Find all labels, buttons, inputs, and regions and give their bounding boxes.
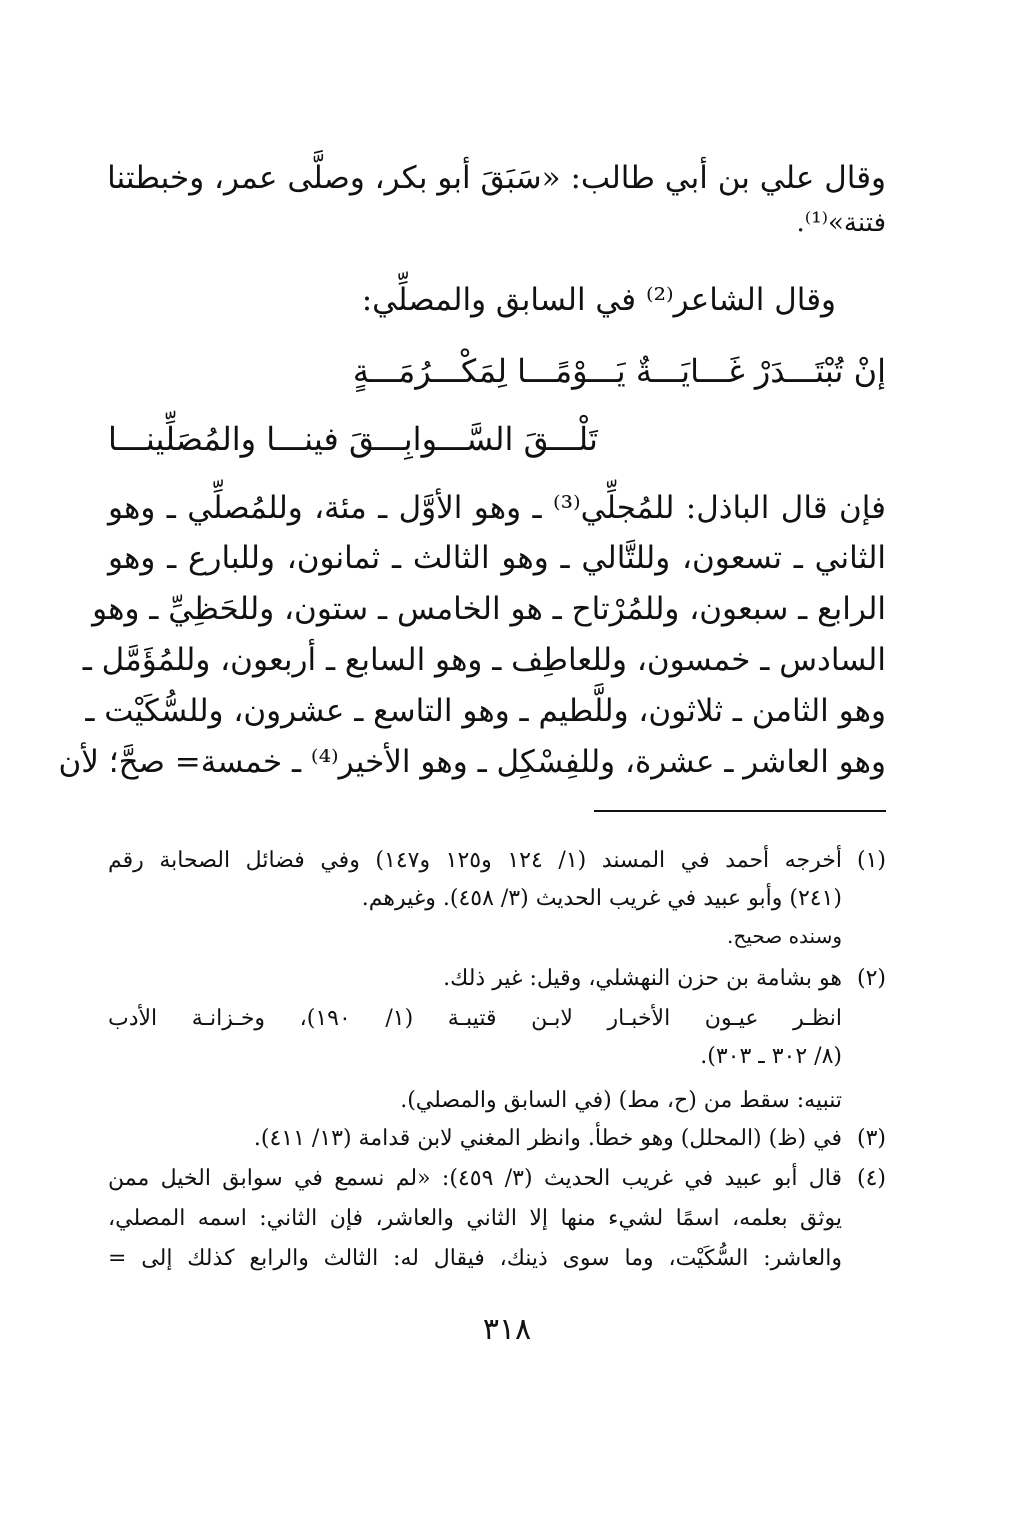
- footnote-number: (١): [856, 848, 886, 873]
- footnote-line: تنبيه: سقط من (ح، مط) (في السابق والمصلي).: [400, 1088, 842, 1113]
- footnote-line: والعاشر: السُّكَيْت، وما سوى ذينك، فيقال له: الثالث والرابع كذلك إلى =: [108, 1246, 842, 1271]
- footnote-line: انظـر عيـون الأخبـار لابـن قتيبـة (١/ ١٩٠)، وخـزانـة الأدب: [108, 1006, 842, 1031]
- body-line: فإن قال الباذل: للمُجلِّي⁽³⁾ ـ وهو الأوَّل ـ مئة، وللمُصلِّي ـ وهو: [108, 490, 886, 526]
- body-line: فتنة»⁽¹⁾.: [796, 208, 886, 238]
- body-line: وهو العاشر ـ عشرة، وللفِسْكِل ـ وهو الأخير⁽⁴⁾ ـ خمسة= صحَّ؛ لأن: [58, 744, 886, 780]
- footnote-line: (٨/ ٣٠٢ ـ ٣٠٣).: [700, 1044, 842, 1069]
- footnote-line: أخرجه أحمد في المسند (١/ ١٢٤ و١٢٥ و١٤٧) وفي فضائل الصحابة رقم: [108, 848, 843, 873]
- footnote-number: (٢): [856, 966, 886, 991]
- verse-hemistich-2: تَلْـــقَ السَّـــوابِـــقَ فينـــا والمُصَلِّينـــا: [108, 420, 598, 458]
- footnote-line: يوثق بعلمه، اسمًا لشيء منها إلا الثاني والعاشر، فإن الثاني: اسمه المصلي،: [108, 1206, 843, 1231]
- body-line: وقال علي بن أبي طالب: «سَبَقَ أبو بكر، وصلَّى عمر، وخبطتنا: [107, 160, 886, 196]
- body-line: وهو الثامن ـ ثلاثون، وللَّطيم ـ وهو التاسع ـ عشرون، وللسُّكَيْت ـ: [85, 693, 886, 729]
- page-number: ٣١٨: [482, 1312, 532, 1347]
- footnote-number: (٣): [856, 1126, 886, 1151]
- footnote-line: هو بشامة بن حزن النهشلي، وقيل: غير ذلك.: [443, 966, 842, 991]
- body-line: السادس ـ خمسون، وللعاطِف ـ وهو السابع ـ أربعون، وللمُؤَمَّل ـ: [82, 642, 886, 678]
- verse-hemistich-1: إنْ تُبْتَـــدَرْ غَـــايَـــةٌ يَـــوْمًـــا لِمَكْـــرُمَـــةٍ: [352, 352, 886, 390]
- body-line: الرابع ـ سبعون، وللمُرْتاح ـ هو الخامس ـ ستون، وللحَظِيِّ ـ وهو: [92, 591, 886, 627]
- footnote-line: (٢٤١) وأبو عبيد في غريب الحديث (٣/ ٤٥٨). وغيرهم.: [361, 886, 842, 911]
- body-line: وقال الشاعر⁽²⁾ في السابق والمصلِّي:: [361, 282, 836, 318]
- body-line: الثاني ـ تسعون، وللتَّالي ـ وهو الثالث ـ ثمانون، وللبارع ـ وهو: [108, 540, 887, 576]
- footnote-line: قال أبو عبيد في غريب الحديث (٣/ ٤٥٩): «لم نسمع في سوابق الخيل ممن: [108, 1166, 843, 1191]
- footnote-line: في (ظ) (المحلل) وهو خطأ. وانظر المغني لابن قدامة (١٣/ ٤١١).: [253, 1126, 842, 1151]
- footnote-number: (٤): [856, 1166, 886, 1191]
- footnote-separator: [594, 810, 886, 812]
- footnote-line: وسنده صحيح.: [727, 924, 842, 948]
